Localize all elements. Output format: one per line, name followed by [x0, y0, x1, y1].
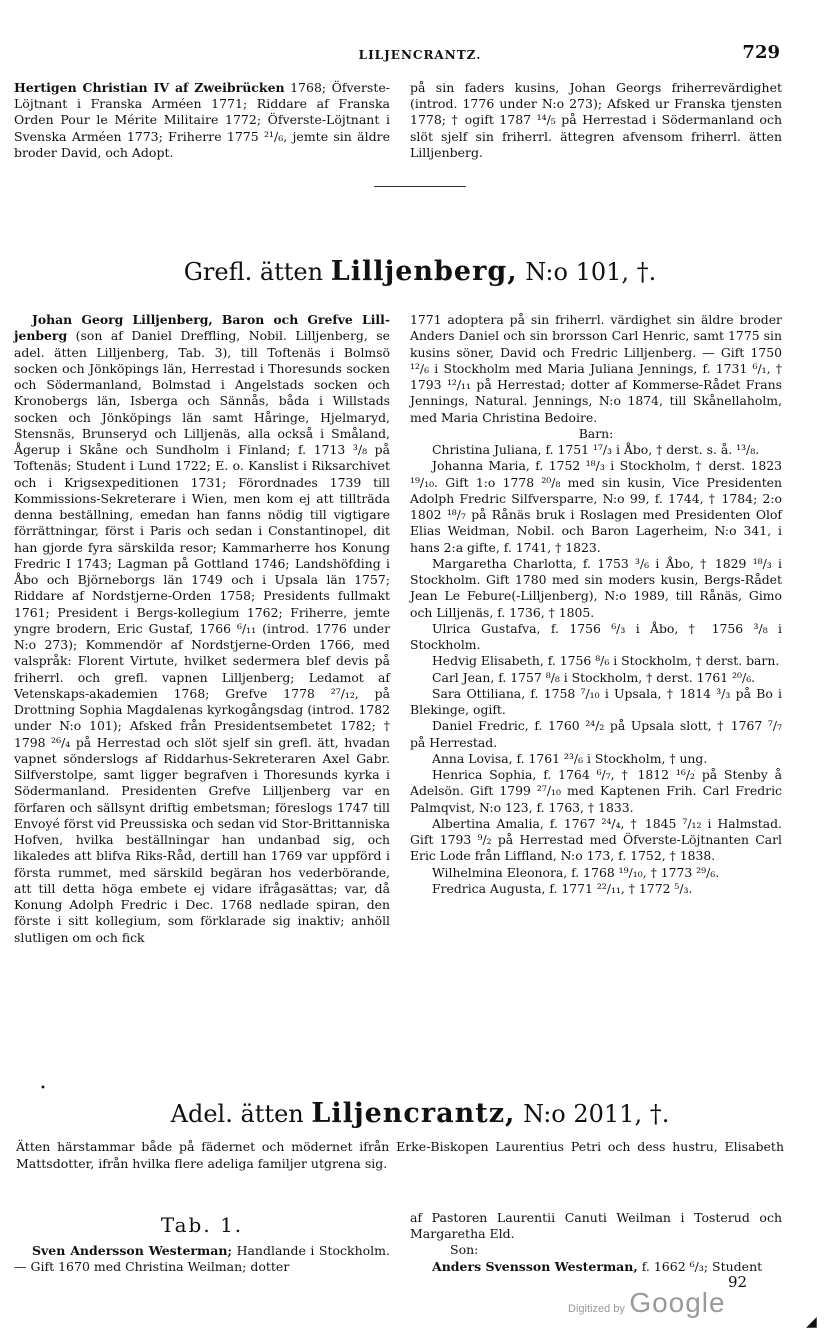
biography-continuation: 1771 adoptera på sin friherrl. värdighet sin äldre broder Anders Daniel och sin brorsson Carl Henric, samt 1775 sin kusins söner, David och Fredric Lilljenberg. — Gift 1750 ¹²/₆ i Stockholm med Maria Juliana Jennings, f. 1731 ⁶/₁, † 1793 ¹²/₁₁ på Herrestad; dotter af Kommerse-Rådet Frans Jennings, Natural. Jennings, N:o 1874, till Skånellaholm, med Maria Christina Bedoire. — [410, 312, 782, 425]
child-entry: Wilhelmina Eleonora, f. 1768 ¹⁹/₁₀, † 1773 ²⁹/₆. — [432, 864, 720, 880]
child-entry: Margaretha Charlotta, f. 1753 ³/₆ i Åbo, † 1829 ¹⁸/₃ i Stockholm. Gift 1780 med sin moders kusin, Bergs-Rådet Jean Le Febure(-Lilljenberg), N:o 1989, till Rånäs, Gimo och Lilljenäs, f. 1736, † 1805. — [410, 555, 782, 620]
section-heading-liljencrantz — [0, 1098, 840, 1129]
heading-suffix: N:o 2011, †. — [515, 1100, 670, 1128]
tab-left-text: Handlande i Stockholm. — Gift 1670 med Christina Weilman; dotter — [14, 1243, 390, 1275]
son-text: f. 1662 ⁶/₃; Student — [637, 1258, 763, 1274]
person-name: Sven Andersson Westerman; — [32, 1243, 233, 1258]
child-entry: Ulrica Gustafva, f. 1756 ⁶/₃ i Åbo, † 1756 ³/₈ i Stockholm. — [410, 620, 782, 652]
corner-arrow-icon: ◢ — [806, 1314, 817, 1330]
child-entry: Fredrica Augusta, f. 1771 ²²/₁₁, † 1772 ⁵/₃. — [432, 880, 693, 896]
tab-right-text: af Pastoren Laurentii Canuti Weilman i Tosterud och Margaretha Eld. — [410, 1210, 782, 1242]
tab-right-column — [410, 1210, 782, 1275]
children-label: Barn: — [578, 425, 614, 441]
person-name: Anders Svensson Westerman, — [432, 1258, 638, 1274]
child-entry: Johanna Maria, f. 1752 ¹⁸/₃ i Stockholm, † derst. 1823 ¹⁹/₁₀. Gift 1:o 1778 ²⁰/₈ med sin kusin, Vice Presidenten Adolph Fredric Silfversparre, N:o 99, f. 1744, † 1784; 2:o 1802 ¹⁸/₇ på Rånäs bruk i Roslagen med Presidenten Olof Elias Weidman, Nobil. och Baron Lagerheim, N:o 341, i hans 2:a gifte, f. 1741, † 1823. — [410, 458, 782, 555]
tab-title: Tab. 1. — [160, 1213, 244, 1237]
family-intro: Ätten härstammar både på fädernet och mödernet ifrån Erke-Biskopen Laurentius Petri och dess hustru, Elisabeth Mattsdotter, ifrån hvilka flere adeliga familjer utgrena sig. — [16, 1139, 784, 1171]
child-entry: Anna Lovisa, f. 1761 ²³/₆ i Stockholm, † ung. — [432, 750, 708, 766]
running-head: LILJENCRANTZ. — [358, 48, 482, 62]
lilljenberg-right-column — [410, 312, 782, 897]
section-heading-lilljenberg — [0, 256, 840, 287]
person-name: Johan Georg Lilljenberg, Baron och Grefve Lilljenberg — [14, 312, 390, 344]
son-label: Son: — [450, 1242, 479, 1258]
signature-number: 92 — [728, 1273, 748, 1291]
top-right-column — [410, 80, 782, 161]
child-entry: Hedvig Elisabeth, f. 1756 ⁸/₆ i Stockholm, † derst. barn. — [432, 653, 780, 669]
child-entry: Sara Ottiliana, f. 1758 ⁷/₁₀ i Upsala, † 1814 ³/₃ på Bo i Blekinge, ogift. — [410, 685, 782, 717]
digitized-watermark — [568, 1287, 726, 1319]
child-entry: Daniel Fredric, f. 1760 ²⁴/₂ på Upsala slott, † 1767 ⁷/₇ på Herrestad. — [410, 718, 782, 750]
tab-left-column — [14, 1243, 390, 1275]
person-name: Hertigen Christian IV af Zweibrücken — [14, 80, 285, 95]
heading-prefix: Adel. ätten — [170, 1100, 312, 1128]
heading-suffix: N:o 101, †. — [517, 258, 657, 286]
child-entry: Albertina Amalia, f. 1767 ²⁴/₄, † 1845 ⁷/₁₂ i Halmstad. Gift 1793 ⁹/₂ på Herrestad med Öfverste-Löjtnanten Carl Eric Lode från Liffland, N:o 173, f. 1752, † 1838. — [410, 815, 782, 864]
heading-prefix: Grefl. ätten — [183, 258, 331, 286]
heading-family-name: Liljencrantz, — [311, 1098, 516, 1129]
watermark-brand: Google — [629, 1287, 726, 1318]
section-divider — [374, 186, 466, 187]
lilljenberg-left-column — [14, 312, 390, 946]
top-left-text: 1768; Öfverste-Löjtnant i Franska Arméen 1771; Riddare af Franska Orden Pour le Mérite Militaire 1772; Öfverste-Löjtnant i Svenska Arméen 1773; Friherre 1775 ²¹/₆, jemte sin äldre broder David, och Adopt. — [14, 80, 390, 160]
top-right-text: på sin faders kusins, Johan Georgs friherrevärdighet (introd. 1776 under N:o 273); Afsked ur Franska tjensten 1778; † ogift 1787 ¹⁴/₅ på Herrestad i Södermanland och slöt sjelf sin friherrl. ättegren afvensom friherrl. ätten Lilljenberg. — [410, 80, 782, 160]
child-entry: Carl Jean, f. 1757 ⁸/₈ i Stockholm, † derst. 1761 ²⁰/₆. — [432, 669, 756, 685]
page-number: 729 — [742, 42, 780, 63]
heading-family-name: Lilljenberg, — [330, 256, 518, 287]
watermark-prefix: Digitized by — [568, 1303, 625, 1315]
margin-dot: • — [40, 1083, 46, 1094]
child-entry: Christina Juliana, f. 1751 ¹⁷/₃ i Åbo, † derst. s. å. ¹³/₈. — [432, 442, 760, 457]
top-left-column — [14, 80, 390, 161]
biography-text: (son af Daniel Dreffling, Nobil. Lilljenberg, se adel. ätten Lilljenberg, Tab. 3), till Toftenäs i Bolmsö socken och Jönköpings län, Herrestad i Thoresunds socken och Södermanland, Bolmstad i Angelstads socken och Kronobergs län, Isberga och Sännås, båda i Willstads socken och Jönköpings län samt Håringe, Hjelmaryd, Stensnäs, Brunseryd och Lilljenäs, alla också i Småland, Ågerup i Skåne och Sundholm i Finland; f. 1713 ³/₈ på Toftenäs; Student i Lund 1722; E. o. Kanslist i Riksarchivet och i Krigsexpeditionen 1731; Förordnades 1739 till Kommissions-Sekreterare i Wien, men kom ej att tillträda denna beställning, emedan han fanns nödig till vigtigare förrättningar, först i Paris och sedan i Constantinopel, dit han gjorde fyra särskilda resor; Kammarherre hos Konung Fredric I 1743; Lagman på Gottland 1746; Landshöfding i Åbo och Björneborgs län 1749 och i Upsala län 1757; Riddare af Nordstjerne-Orden 1758; Presidents fullmakt 1761; President i Bergs-kollegium 1762; Friherre, jemte yngre brodern, Eric Gustaf, 1766 ⁶/₁₁ (introd. 1776 under N:o 273); Kommendör af Nordstjerne-Orden 1766, med valspråk: Florent Virtute, hvilket sedermera blef devis på friherrl. och grefl. vapnen Lilljenberg; Ledamot af Vetenskaps-akademien 1768; Grefve 1778 ²⁷/₁₂, på Drottning Sophia Magdalenas kyrkogångsdag (introd. 1782 under N:o 101); Afsked från Presidentsembetet 1782; † 1798 ²⁶/₄ på Herrestad och slöt sjelf sin grefl. ätt, hvadan vapnet sönderslogs af Riddarhus-Sekreteraren Axel Gabr. Silfverstolpe, samt ligger begrafven i Thoresunds kyrka i Södermanland. Presidenten Grefve Lilljenberg var en förfaren och sällsynt driftig embetsman; föreslogs 1747 till Envoyé först vid Preussiska och sedan vid Stor-Brittanniska Hofven, hvilka beställningar han undanbad sig, och likaledes att blifva Riks-Råd, dertill han 1769 var uppförd i första rummet, med särskild begäran hos vederbörande, att till detta höga embete ej vidare ifrågasättas; var, då Konung Adolph Fredric i Dec. 1768 nedlade spiran, den förste i sitt kollegium, som förklarade sig inaktiv; anhöll slutligen om och fick — [14, 328, 390, 945]
child-entry: Henrica Sophia, f. 1764 ⁶/₇, † 1812 ¹⁶/₂ på Stenby å Adelsön. Gift 1799 ²⁷/₁₀ med Kaptenen Frih. Carl Fredric Palmqvist, N:o 123, f. 1763, † 1833. — [410, 767, 782, 815]
